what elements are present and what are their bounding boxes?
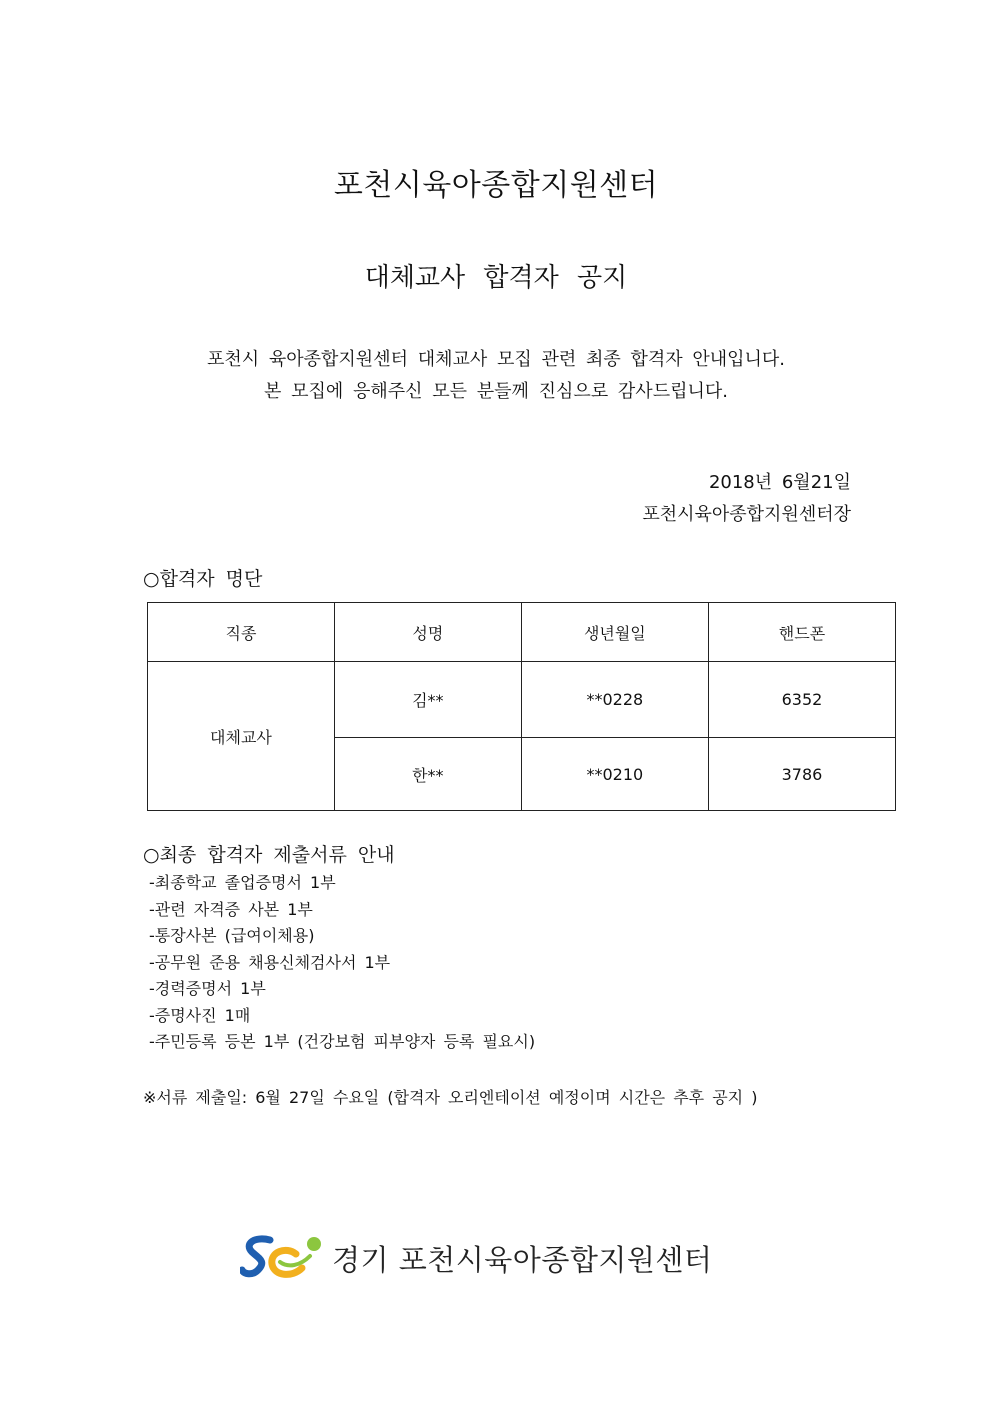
table-header-row <box>148 603 896 662</box>
signer-name: 포천시육아종합지원센터장 <box>642 504 851 525</box>
notice-title: 대체교사 합격자 공지 <box>364 263 628 293</box>
intro-line-2: 본 모집에 응해주신 모든 분들께 진심으로 감사드립니다. <box>264 381 728 402</box>
column-header-name: 성명 <box>334 603 521 662</box>
list-item: -통장사본 (급여이체용) <box>149 926 315 945</box>
table-row <box>148 662 896 738</box>
documents-list <box>149 870 535 1056</box>
phone-cell: 6352 <box>708 662 895 738</box>
column-header-phone: 핸드폰 <box>708 603 895 662</box>
birth-cell: **0228 <box>521 662 708 738</box>
list-item: -공무원 준용 채용신체검사서 1부 <box>149 952 391 972</box>
center-logo-icon <box>240 1232 328 1282</box>
list-item: -주민등록 등본 1부 (건강보험 피부양자 등록 필요시) <box>149 1032 536 1051</box>
column-header-birth: 생년월일 <box>521 603 708 662</box>
list-item: -증명사진 1매 <box>149 1005 251 1025</box>
roster-table <box>147 602 896 811</box>
list-item: -관련 자격증 사본 1부 <box>149 899 313 919</box>
org-title: 포천시육아종합지원센터 <box>333 168 659 203</box>
documents-heading: ○최종 합격자 제출서류 안내 <box>143 844 395 866</box>
list-item: -경력증명서 1부 <box>149 979 266 998</box>
intro-line-1: 포천시 육아종합지원센터 대체교사 모집 관련 최종 합격자 안내입니다. <box>206 349 786 370</box>
logo-text: 경기 포천시육아종합지원센터 <box>332 1243 713 1277</box>
roster-heading: ○합격자 명단 <box>143 568 263 590</box>
list-item: -최종학교 졸업증명서 1부 <box>149 873 336 892</box>
phone-cell: 3786 <box>708 738 895 811</box>
submission-note: ※서류 제출일: 6월 27일 수요일 (합격자 오리엔테이션 예정이며 시간은 추후 공지 ) <box>143 1088 758 1107</box>
notice-date: 2018년 6월21일 <box>708 472 851 493</box>
name-cell: 김** <box>334 662 521 738</box>
job-cell: 대체교사 <box>148 662 335 811</box>
birth-cell: **0210 <box>521 738 708 811</box>
name-cell: 한** <box>334 738 521 811</box>
column-header-job: 직종 <box>148 603 335 662</box>
